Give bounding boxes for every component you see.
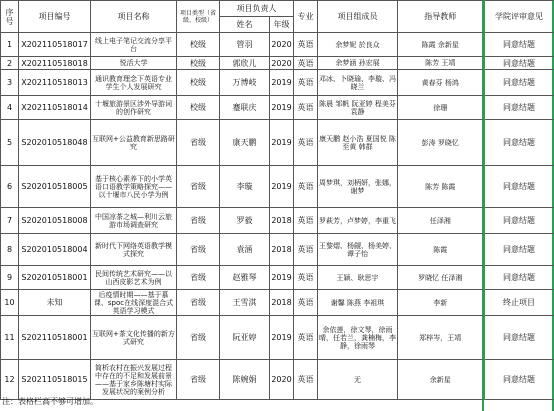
header-leader-grade: 年级 bbox=[270, 17, 294, 33]
row-project-name: 中国凉茶之城—利川云旅游市场调查研究 bbox=[91, 208, 177, 234]
row-advisor: 余新星 bbox=[398, 360, 484, 400]
row-leader-grade: 2019 bbox=[270, 166, 294, 208]
row-major: 英语 bbox=[294, 234, 318, 266]
row-project-type: 省级 bbox=[177, 266, 220, 290]
row-seq: 6 bbox=[1, 166, 19, 208]
row-project-name: 通识教育理念下英语专业学生个人发展研究 bbox=[91, 70, 177, 96]
row-seq: 3 bbox=[1, 70, 19, 96]
row-leader-grade: 2020 bbox=[270, 360, 294, 400]
header-project-name: 项目名称 bbox=[91, 1, 177, 33]
row-advisor: 徐珊 bbox=[398, 96, 484, 120]
row-leader-name: 袁涵 bbox=[220, 234, 270, 266]
row-project-no: X202110518018 bbox=[19, 57, 91, 70]
row-major: 英语 bbox=[294, 208, 318, 234]
row-opinion: 终止项目 bbox=[484, 290, 554, 316]
header-members: 项目组成员 bbox=[318, 1, 398, 33]
row-project-no: S202010518005 bbox=[19, 166, 91, 208]
row-project-no: S202010518001 bbox=[19, 266, 91, 290]
row-leader-grade: 2019 bbox=[270, 316, 294, 360]
row-opinion: 同意结题 bbox=[484, 208, 554, 234]
row-leader-grade: 2019 bbox=[270, 120, 294, 166]
row-seq: 8 bbox=[1, 234, 19, 266]
row-opinion: 同意结题 bbox=[484, 57, 554, 70]
row-leader-name: 管羽 bbox=[220, 33, 270, 57]
row-members: 陈晨 邹帆 阮亚婷 程美芬 袁静 bbox=[318, 96, 398, 120]
row-major: 英语 bbox=[294, 290, 318, 316]
row-project-type: 省级 bbox=[177, 316, 220, 360]
row-leader-name: 康天鹏 bbox=[220, 120, 270, 166]
table-row bbox=[1, 234, 554, 266]
row-seq: 12 bbox=[1, 360, 19, 400]
header-leader-name: 姓名 bbox=[220, 17, 270, 33]
row-project-no: S202010518008 bbox=[19, 208, 91, 234]
table-note: 注：表格栏高不够可增加。 bbox=[2, 397, 98, 406]
row-major: 英语 bbox=[294, 96, 318, 120]
table-row bbox=[1, 33, 554, 57]
row-project-no: S202010518048 bbox=[19, 120, 91, 166]
row-project-type: 省级 bbox=[177, 208, 220, 234]
row-advisor: 黄春芬 杨鸿 bbox=[398, 70, 484, 96]
table-row bbox=[1, 208, 554, 234]
row-leader-name: 罗毅 bbox=[220, 208, 270, 234]
row-project-name: 民间传统艺术研究——以山西皮影艺术为例 bbox=[91, 266, 177, 290]
row-advisor: 陈芳 陈霞 bbox=[398, 166, 484, 208]
row-advisor: 彭涛 罗晓忆 bbox=[398, 120, 484, 166]
row-project-type: 校级 bbox=[177, 70, 220, 96]
row-advisor: 郑梓岑，王靖 bbox=[398, 316, 484, 360]
row-project-type: 校级 bbox=[177, 57, 220, 70]
row-leader-name: 郭欣儿 bbox=[220, 57, 270, 70]
row-project-name: 十堰旅游景区涉外导游词的创作研究 bbox=[91, 96, 177, 120]
row-project-type: 校级 bbox=[177, 33, 220, 57]
row-project-no: X202110518014 bbox=[19, 96, 91, 120]
row-leader-name: 万博岐 bbox=[220, 70, 270, 96]
row-opinion: 同意结题 bbox=[484, 33, 554, 57]
header-major: 专业 bbox=[294, 1, 318, 33]
row-major: 英语 bbox=[294, 316, 318, 360]
row-leader-grade: 2020 bbox=[270, 33, 294, 57]
row-leader-name: 李璇 bbox=[220, 166, 270, 208]
row-seq: 5 bbox=[1, 120, 19, 166]
row-members: 余梦涵 孙宏展 bbox=[318, 57, 398, 70]
row-members: 王颖、耿思宇 bbox=[318, 266, 398, 290]
table-body bbox=[1, 33, 554, 400]
row-advisor: 李新 bbox=[398, 290, 484, 316]
table-row bbox=[1, 120, 554, 166]
table-row bbox=[1, 360, 554, 400]
row-members: 康天鹏 赵小浩 夏国悦 陈至黄 韩群 bbox=[318, 120, 398, 166]
row-seq: 10 bbox=[1, 290, 19, 316]
table-row bbox=[1, 57, 554, 70]
header-opinion: 学院评审意见 bbox=[484, 1, 554, 33]
table-row bbox=[1, 70, 554, 96]
row-major: 英语 bbox=[294, 166, 318, 208]
row-seq: 7 bbox=[1, 208, 19, 234]
header-leader: 项目负责人 bbox=[220, 1, 294, 17]
row-project-type: 省级 bbox=[177, 120, 220, 166]
row-project-type: 校级 bbox=[177, 96, 220, 120]
row-members: 王黎熠、杨觎、杨美婷、谭子怡 bbox=[318, 234, 398, 266]
row-seq: 2 bbox=[1, 57, 19, 70]
row-leader-grade: 2019 bbox=[270, 96, 294, 120]
header-advisor: 指导教师 bbox=[398, 1, 484, 33]
row-leader-grade: 2018 bbox=[270, 208, 294, 234]
row-leader-name: 蹇联庆 bbox=[220, 96, 270, 120]
row-seq: 4 bbox=[1, 96, 19, 120]
row-project-type: 省级 bbox=[177, 290, 220, 316]
row-project-no: X202110518013 bbox=[19, 70, 91, 96]
table-row bbox=[1, 266, 554, 290]
row-leader-grade: 2019 bbox=[270, 266, 294, 290]
row-project-type: 省级 bbox=[177, 234, 220, 266]
row-major: 英语 bbox=[294, 70, 318, 96]
row-leader-grade: 2018 bbox=[270, 234, 294, 266]
row-opinion: 同意结题 bbox=[484, 234, 554, 266]
row-advisor: 任泽湘 bbox=[398, 208, 484, 234]
row-opinion: 同意结题 bbox=[484, 266, 554, 290]
row-leader-grade: 2020 bbox=[271, 58, 292, 68]
row-advisor: 陈霞 bbox=[398, 234, 484, 266]
row-seq: 11 bbox=[1, 316, 19, 360]
row-project-type: 省级 bbox=[177, 360, 220, 400]
row-project-name: 线上电子笔记交流分享平台 bbox=[91, 33, 177, 57]
row-seq: 9 bbox=[1, 266, 19, 290]
row-leader-grade: 2018 bbox=[270, 290, 294, 316]
row-leader-grade: 2019 bbox=[270, 70, 294, 96]
row-members: 无 bbox=[318, 360, 398, 400]
row-members: 邓冰、卜晓瑜、李璇、冯晓兰 bbox=[318, 70, 398, 96]
row-project-no: S202110518001 bbox=[19, 316, 91, 360]
row-members: 余依莲，徐文琴，徐雨晴，任若兰，龚楠梅，李静，徐雨琴 bbox=[318, 316, 398, 360]
row-opinion: 同意结题 bbox=[484, 316, 554, 360]
row-project-name: 简析农村在振兴发展过程中存在的不足和发展前景——基于家乡陈塘村实际发展状况的案例分析 bbox=[91, 360, 177, 400]
row-project-no: X202110518017 bbox=[19, 33, 91, 57]
header-project-type: 项目类型（省级、校级） bbox=[177, 1, 220, 33]
table-row bbox=[1, 96, 554, 120]
row-project-name: 基于核心素养下的小学英语口语教学策略探究——以十堰市八民小学为例 bbox=[91, 166, 177, 208]
row-opinion: 同意结题 bbox=[484, 120, 554, 166]
table-row bbox=[1, 166, 554, 208]
row-major: 英语 bbox=[294, 120, 318, 166]
row-opinion: 同意结题 bbox=[484, 70, 554, 96]
row-advisor: 罗晓忆 任泽湘 bbox=[398, 266, 484, 290]
row-members: 余梦妮 於良众 bbox=[318, 33, 398, 57]
row-leader-name: 王雪淇 bbox=[220, 290, 270, 316]
row-project-name: 悦活大学 bbox=[91, 57, 177, 70]
row-project-no: 未知 bbox=[19, 290, 91, 316]
row-project-no: S202110518015 bbox=[19, 360, 91, 400]
row-major: 英语 bbox=[294, 33, 318, 57]
row-project-name: 互联网+茶文化传播的新方式研究 bbox=[91, 316, 177, 360]
header-project-no: 项目编号 bbox=[19, 1, 91, 33]
row-project-name: 后疫情时期——基于慕课、spoc在线深度混合式英语学习模式 bbox=[91, 290, 177, 316]
row-opinion: 同意结题 bbox=[484, 96, 554, 120]
row-members: 周梦琪，刘柄妍，张娜，谢梦 bbox=[318, 166, 398, 208]
row-major: 英语 bbox=[294, 266, 318, 290]
row-project-no: S202010518004 bbox=[19, 234, 91, 266]
row-leader-name: 陈婉娟 bbox=[220, 360, 270, 400]
row-major: 英语 bbox=[294, 360, 318, 400]
row-advisor: 陈霞 余新星 bbox=[398, 33, 484, 57]
row-members: 谢馨 陈燕 李祖琪 bbox=[318, 290, 398, 316]
row-opinion: 同意结题 bbox=[484, 166, 554, 208]
row-advisor: 陈芳 王靖 bbox=[398, 57, 484, 70]
table-row bbox=[1, 290, 554, 316]
row-project-name: 新时代下网络英语教学模式探究 bbox=[91, 234, 177, 266]
row-leader-name: 赵雅琴 bbox=[220, 266, 270, 290]
table-row bbox=[1, 316, 554, 360]
row-leader-name: 阮亚婷 bbox=[220, 316, 270, 360]
row-project-type: 省级 bbox=[177, 166, 220, 208]
row-project-name: 互联网+公益教育新思路研究 bbox=[91, 120, 177, 166]
header-seq: 序号 bbox=[1, 1, 19, 33]
row-opinion: 同意结题 bbox=[484, 360, 554, 400]
row-members: 罗萩芳，卢梦婷，李重飞 bbox=[318, 208, 398, 234]
row-seq: 1 bbox=[1, 33, 19, 57]
row-major: 英语 bbox=[294, 57, 318, 70]
